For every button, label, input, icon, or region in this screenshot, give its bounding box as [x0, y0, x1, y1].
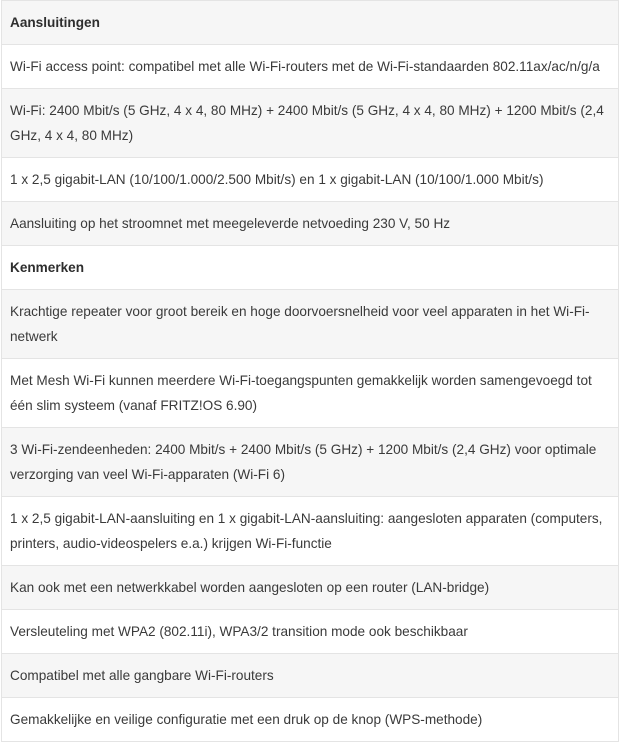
- specifications-body: [2, 1, 619, 742]
- table-row: [2, 698, 619, 742]
- table-row: [2, 610, 619, 654]
- spec-cell: Aansluiting op het stroomnet met meegeleverde netvoeding 230 V, 50 Hz: [2, 202, 619, 246]
- spec-cell: Wi-Fi access point: compatibel met alle Wi-Fi-routers met de Wi-Fi-standaarden 802.11ax/ac/n/g/a: [2, 45, 619, 89]
- spec-cell: 3 Wi-Fi-zendeenheden: 2400 Mbit/s + 2400 Mbit/s (5 GHz) + 1200 Mbit/s (2,4 GHz) voor optimale verzorging van veel Wi-Fi-apparaten (Wi-Fi 6): [2, 428, 619, 497]
- spec-cell: Krachtige repeater voor groot bereik en hoge doorvoersnelheid voor veel apparaten in het Wi-Fi-netwerk: [2, 290, 619, 359]
- spec-cell: Compatibel met alle gangbare Wi-Fi-routers: [2, 654, 619, 698]
- table-row: [2, 202, 619, 246]
- table-row: [2, 89, 619, 158]
- table-row: [2, 428, 619, 497]
- table-row: [2, 290, 619, 359]
- section-heading-kenmerken: Kenmerken: [2, 246, 619, 290]
- spec-cell: Versleuteling met WPA2 (802.11i), WPA3/2 transition mode ook beschikbaar: [2, 610, 619, 654]
- section-heading-row: [2, 246, 619, 290]
- table-row: [2, 654, 619, 698]
- table-row: [2, 497, 619, 566]
- spec-cell: Gemakkelijke en veilige configuratie met een druk op de knop (WPS-methode): [2, 698, 619, 742]
- spec-cell: Kan ook met een netwerkkabel worden aangesloten op een router (LAN-bridge): [2, 566, 619, 610]
- section-heading-row: [2, 1, 619, 45]
- spec-cell: 1 x 2,5 gigabit-LAN (10/100/1.000/2.500 Mbit/s) en 1 x gigabit-LAN (10/100/1.000 Mbit/s): [2, 158, 619, 202]
- table-row: [2, 45, 619, 89]
- table-row: [2, 359, 619, 428]
- spec-cell: Wi-Fi: 2400 Mbit/s (5 GHz, 4 x 4, 80 MHz) + 2400 Mbit/s (5 GHz, 4 x 4, 80 MHz) + 1200 Mbit/s (2,4 GHz, 4 x 4, 80 MHz): [2, 89, 619, 158]
- spec-cell: Met Mesh Wi-Fi kunnen meerdere Wi-Fi-toegangspunten gemakkelijk worden samengevoegd tot één slim systeem (vanaf FRITZ!OS 6.90): [2, 359, 619, 428]
- table-row: [2, 158, 619, 202]
- section-heading-aansluitingen: Aansluitingen: [2, 1, 619, 45]
- table-row: [2, 566, 619, 610]
- spec-cell: 1 x 2,5 gigabit-LAN-aansluiting en 1 x gigabit-LAN-aansluiting: aangesloten apparaten (computers, printers, audio-videospelers e.a.) krijgen Wi-Fi-functie: [2, 497, 619, 566]
- specifications-table: [1, 0, 619, 742]
